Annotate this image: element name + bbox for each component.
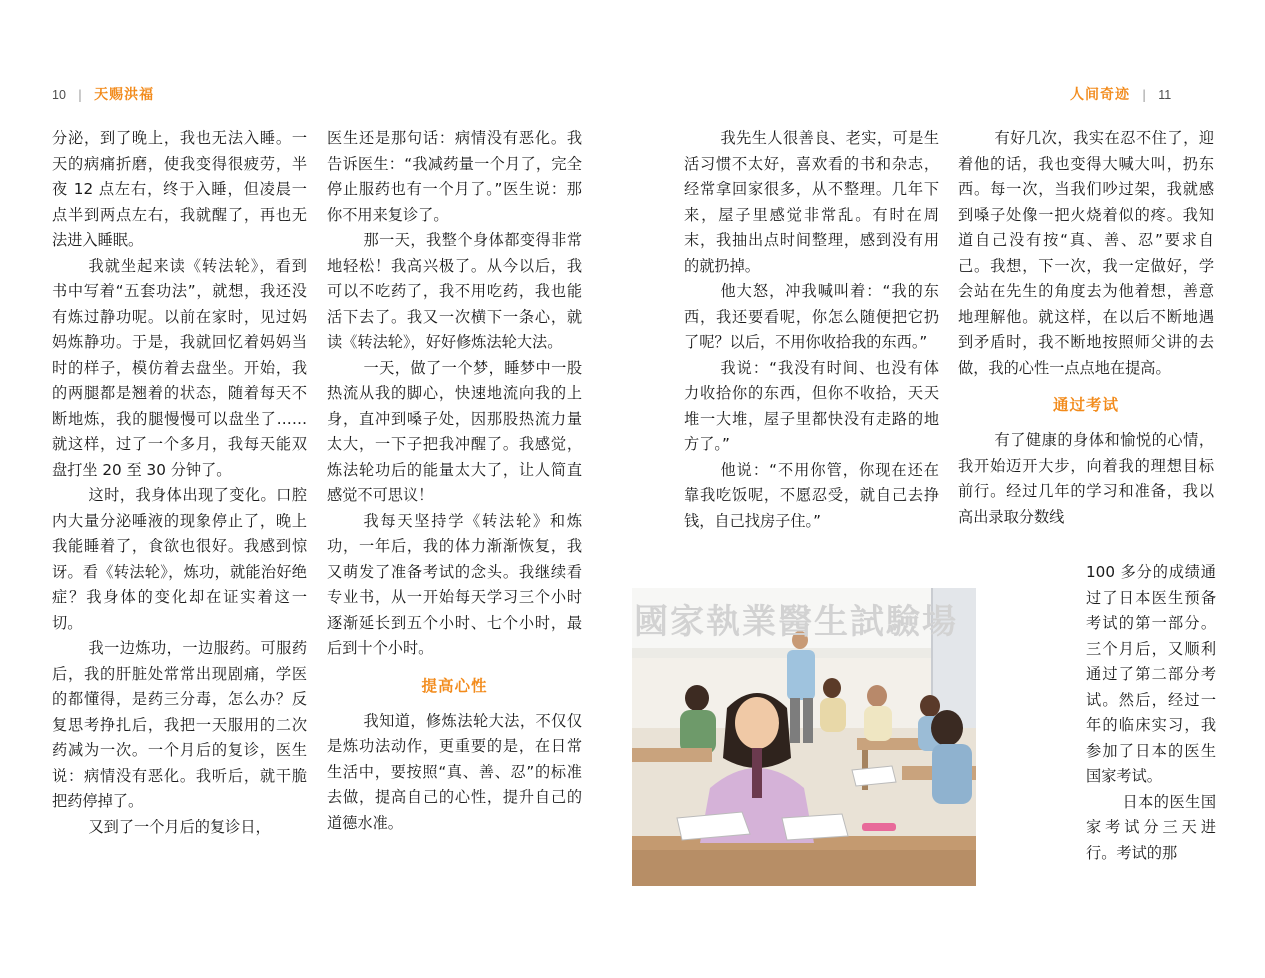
left-column-1 [52, 126, 307, 840]
header-divider: | [77, 87, 83, 102]
paragraph: 这时，我身体出现了变化。口腔内大量分泌唾液的现象停止了，晚上我能睡着了，食欲也很好。我感到惊讶。看《转法轮》，炼功，就能治好绝症？我身体的变化却在证实着这一切。 [52, 486, 307, 632]
paragraph: 那一天，我整个身体都变得非常地轻松！我高兴极了。从今以后，我可以不吃药了，我不用吃药，我也能活下去了。我又一次横下一条心，就读《转法轮》，好好修炼法轮大法。 [327, 231, 582, 351]
left-page [0, 0, 632, 978]
paragraph: 他说：“不用你管，你现在还在靠我吃饭呢，不愿忍受，就自己去挣钱，自己找房子住。” [684, 460, 939, 530]
paragraph: 又到了一个月后的复诊日， [88, 817, 271, 836]
paragraph: 有了健康的身体和愉悦的心情，我开始迈开大步，向着我的理想目标前行。经过几年的学习和准备，我以高出录取分数线 [958, 431, 1214, 526]
paragraph: 我知道，修炼法轮大法，不仅仅是炼功法动作，更重要的是，在日常生活中，要按照“真、善、忍”的标准去做，提高自己的心性，提升自己的道德水准。 [327, 711, 582, 832]
paragraph: 我一边炼功，一边服药。可服药后，我的肝脏处常常出现剧痛，学医的都懂得，是药三分毒，怎么办？反复思考挣扎后，我把一天服用的二次药减为一次。一个月后的复诊，医生说：病情没有恶化。我听后，就干脆把药停掉了。 [52, 639, 307, 810]
left-page-header [52, 86, 154, 104]
paragraph: 我每天坚持学《转法轮》和炼功，一年后，我的体力渐渐恢复，我又萌发了准备考试的念头。我继续看专业书，从一开始每天学习三个小时逐渐延长到五个小时、七个小时，最后到十个小时。 [327, 511, 582, 657]
paragraph: 日本的医生国家考试分三天进行。考试的那 [1086, 792, 1216, 862]
paragraph: 有好几次，我实在忍不住了，迎着他的话，我也变得大喊大叫，扔东西。每一次，当我们吵过架，我就感到嗓子处像一把火烧着似的疼。我知道自己没有按“真、善、忍”要求自己。我想，下一次，我一定做好，学会站在先生的角度去为他着想，善意地理解他。就这样，在以后不断地遇到矛盾时，我不断地按照师父讲的去做，我的心性一点点地在提高。 [958, 129, 1214, 377]
page-number: 10 [52, 88, 66, 102]
section-heading: 提高心性 [421, 676, 488, 695]
paragraph: 我说：“我没有时间、也没有体力收拾你的东西，但你不收拾，天天堆一大堆，屋子里都快没有走路的地方了。” [684, 358, 939, 453]
running-title: 人间奇迹 [1070, 87, 1130, 103]
wrapped-text-beside-illustration [1086, 560, 1216, 866]
left-column-2 [327, 126, 582, 836]
right-page-header [1070, 86, 1171, 104]
paragraph: 100 多分的成绩通过了日本医生预备考试的第一部分。三个月后，又顺利通过了第二部分考试。然后，经过一年的临床实习，我参加了日本的医生国家考试。 [1086, 563, 1216, 785]
paragraph: 我先生人很善良、老实，可是生活习惯不太好，喜欢看的书和杂志，经常拿回家很多，从不整理。几年下来，屋子里感觉非常乱。有时在周末，我抽出点时间整理，感到没有用的就扔掉。 [684, 129, 939, 275]
paragraph: 一天，做了一个梦，睡梦中一股热流从我的脚心，快速地流向我的上身，直冲到嗓子处，因那股热流力量太大，一下子把我冲醒了。我感觉，炼法轮功后的能量太大了，让人简直感觉不可思议！ [327, 358, 582, 504]
section-heading: 通过考试 [1052, 396, 1119, 414]
header-divider: | [1142, 87, 1147, 102]
paragraph: 我就坐起来读《转法轮》，看到书中写着“五套功法”，就想，我还没有炼过静功呢。以前在家时，见过妈妈炼静功。于是，我就回忆着妈妈当时的样子，模仿着去盘坐。开始，我的两腿都是翘着的状态，随着每天不断地炼，我的腿慢慢可以盘坐了……就这样，过了一个多月，我每天能双盘打坐 20 至 30 分钟了。 [52, 256, 307, 479]
page-number: 11 [1158, 88, 1172, 102]
right-column-1 [684, 126, 939, 534]
right-column-2 [958, 126, 1214, 530]
paragraph: 他大怒，冲我喊叫着：“我的东西，我还要看呢，你怎么随便把它扔了呢？以后，不用你收拾我的东西。” [684, 282, 939, 351]
paragraph: 医生还是那句话：病情没有恶化。我告诉医生：“我减药量一个月了，完全停止服药也有一个月了。”医生说：那你不用来复诊了。 [327, 129, 582, 224]
right-page [632, 0, 1265, 978]
exam-hall-banner: 國家執業醫生試驗場 [634, 602, 958, 642]
running-title: 天赐洪福 [94, 87, 155, 103]
exam-room-illustration [632, 588, 976, 886]
paragraph: 分泌，到了晚上，我也无法入睡。一天的病痛折磨，使我变得很疲劳，半夜 12 点左右，终于入睡，但凌晨一点半到两点左右，我就醒了，再也无法进入睡眠。 [52, 129, 307, 249]
